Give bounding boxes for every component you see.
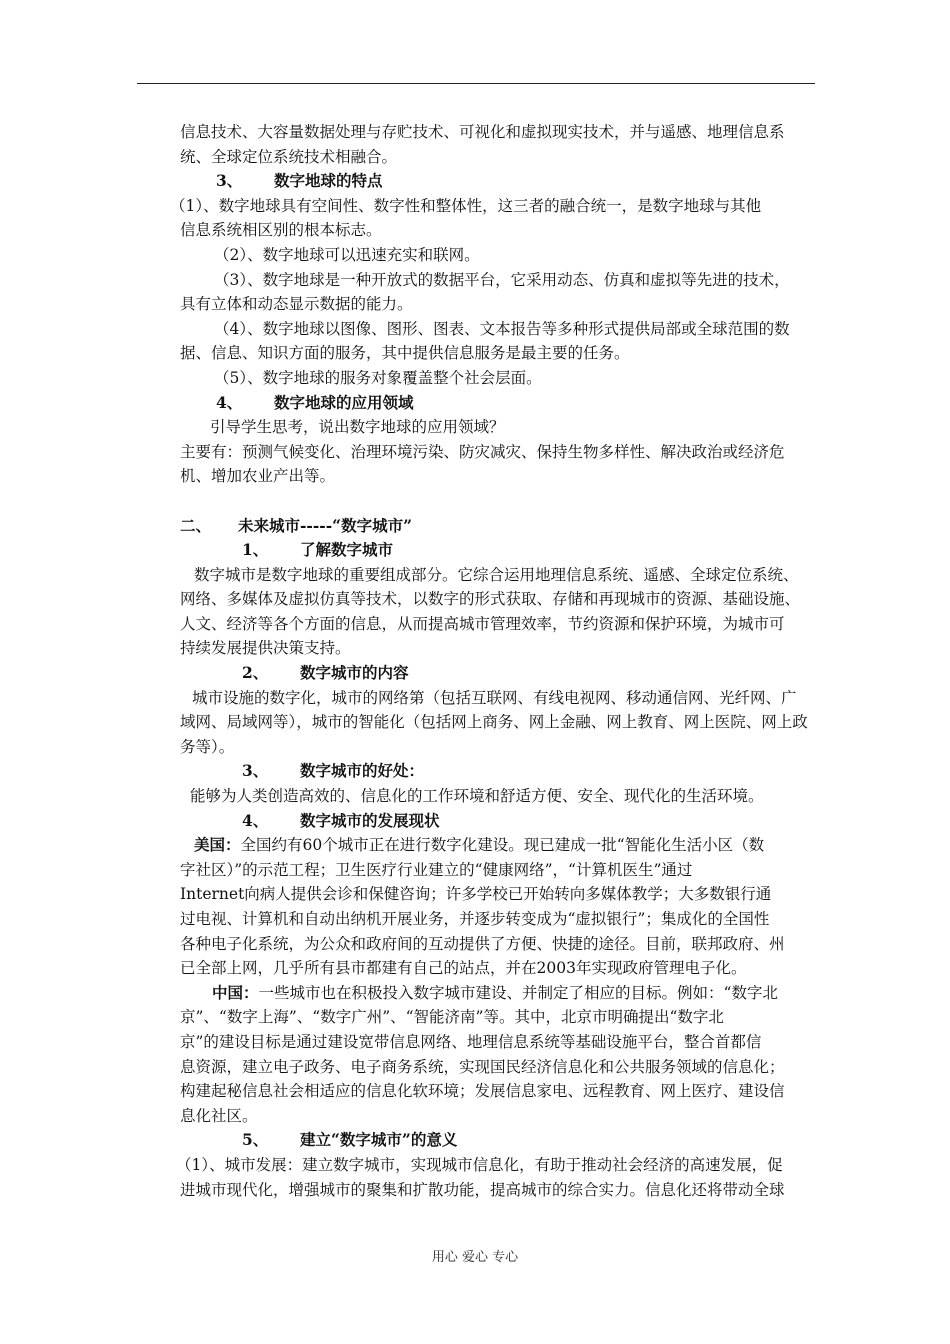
text-line: 务等）。 xyxy=(180,737,235,756)
text-line: 字社区）”的示范工程；卫生医疗行业建立的“健康网络”，“计算机医生”通过 xyxy=(180,860,693,879)
text-line: （2）、数字地球可以迅速充实和联网。 xyxy=(214,245,480,264)
text-line: 已全部上网，几乎所有县市都建有自己的站点，并在2003年实现政府管理电子化。 xyxy=(180,959,747,978)
text-line: 息资源，建立电子政务、电子商务系统，实现国民经济信息化和公共服务领域的信息化； xyxy=(180,1057,785,1076)
text-line: Internet向病人提供会诊和保健咨询；许多学校已开始转向多媒体教学；大多数银行通 xyxy=(180,885,772,904)
document-body xyxy=(170,120,816,1202)
text-line: 人文、经济等各个方面的信息，从而提高城市管理效率，节约资源和保护环境，为城市可 xyxy=(180,614,785,633)
text-line: 城市设施的数字化，城市的网络第（包括互联网、有线电视网、移动通信网、光纤网、广 xyxy=(192,688,797,707)
text-line: 信息系统相区别的根本标志。 xyxy=(180,221,382,240)
text-line: 各种电子化系统，为公众和政府间的互动提供了方便、快捷的途径。目前，联邦政府、州 xyxy=(180,934,785,953)
text-line: （4）、数字地球以图像、图形、图表、文本报告等多种形式提供局部或全球范围的数 xyxy=(214,319,790,338)
section-heading: 4、 数字城市的发展现状 xyxy=(242,810,440,830)
section-heading: 3、 数字城市的好处： xyxy=(242,761,425,781)
text-line: （1）、数字地球具有空间性、数字性和整体性，这三者的融合统一，是数字地球与其他 xyxy=(170,196,762,215)
section-heading: 5、 建立“数字城市”的意义 xyxy=(242,1130,458,1150)
text-line: 引导学生思考，说出数字地球的应用领域？ xyxy=(210,418,505,437)
section-heading: 2、 数字城市的内容 xyxy=(242,663,409,683)
text-line: （3）、数字地球是一种开放式的数据平台，它采用动态、仿真和虚拟等先进的技术， xyxy=(214,270,790,289)
text-line: 数字城市是数字地球的重要组成部分。它综合运用地理信息系统、遥感、全球定位系统、 xyxy=(194,565,799,584)
text-line: 统、全球定位系统技术相融合。 xyxy=(180,147,398,166)
section-heading: 1、 了解数字城市 xyxy=(242,540,394,560)
text-line: 机、增加农业产出等。 xyxy=(180,467,336,486)
text-line: 持续发展提供决策支持。 xyxy=(180,639,351,658)
text-line: 进城市现代化，增强城市的聚集和扩散功能，提高城市的综合实力。信息化还将带动全球 xyxy=(180,1180,785,1199)
spacer xyxy=(180,489,816,514)
text-line: （1）、城市发展：建立数字城市，实现城市信息化，有助于推动社会经济的高速发展，促 xyxy=(176,1155,783,1174)
header-rule xyxy=(137,83,815,84)
section-heading: 3、 数字地球的特点 xyxy=(216,171,383,191)
text-line: 信息技术、大容量数据处理与存贮技术、可视化和虚拟现实技术，并与遥感、地理信息系 xyxy=(180,123,785,141)
text-line: 主要有：预测气候变化、治理环境污染、防灾减灾、保持生物多样性、解决政治或经济危 xyxy=(180,442,785,461)
page-footer: 用心 爱心 专心 xyxy=(431,1250,519,1265)
text-line: 网络、多媒体及虚拟仿真等技术，以数字的形式获取、存储和再现城市的资源、基础设施、 xyxy=(180,590,801,609)
text-line: 据、信息、知识方面的服务，其中提供信息服务是最主要的任务。 xyxy=(180,344,630,363)
text-line: （5）、数字地球的服务对象覆盖整个社会层面。 xyxy=(214,368,542,387)
chapter-heading: 二、 未来城市-----“数字城市” xyxy=(180,515,412,535)
text-line: 美国：全国约有60个城市正在进行数字化建设。现已建成一批“智能化生活小区（数 xyxy=(194,835,765,855)
text-line: 息化社区。 xyxy=(180,1106,258,1125)
text-line: 具有立体和动态显示数据的能力。 xyxy=(180,295,413,314)
text-line: 构建起秘信息社会相适应的信息化软环境；发展信息家电、远程教育、网上医疗、建设信 xyxy=(180,1082,785,1101)
text-line: 能够为人类创造高效的、信息化的工作环境和舒适方便、安全、现代化的生活环境。 xyxy=(190,787,764,806)
section-heading: 4、 数字地球的应用领域 xyxy=(216,392,414,412)
text-line: 京”、“数字上海”、“数字广州”、“智能济南”等。其中，北京市明确提出“数字北 xyxy=(180,1008,724,1027)
text-line: 京”的建设目标是通过建设宽带信息网络、地理信息系统等基础设施平台，整合首都信 xyxy=(180,1032,762,1051)
text-line: 过电视、计算机和自动出纳机开展业务，并逐步转变成为“虚拟银行”；集成化的全国性 xyxy=(180,910,770,928)
text-line: 中国：一些城市也在积极投入数字城市建设、并制定了相应的目标。例如：“数字北 xyxy=(212,982,778,1002)
text-line: 域网、局域网等），城市的智能化（包括网上商务、网上金融、网上教育、网上医院、网上政 xyxy=(180,713,808,732)
